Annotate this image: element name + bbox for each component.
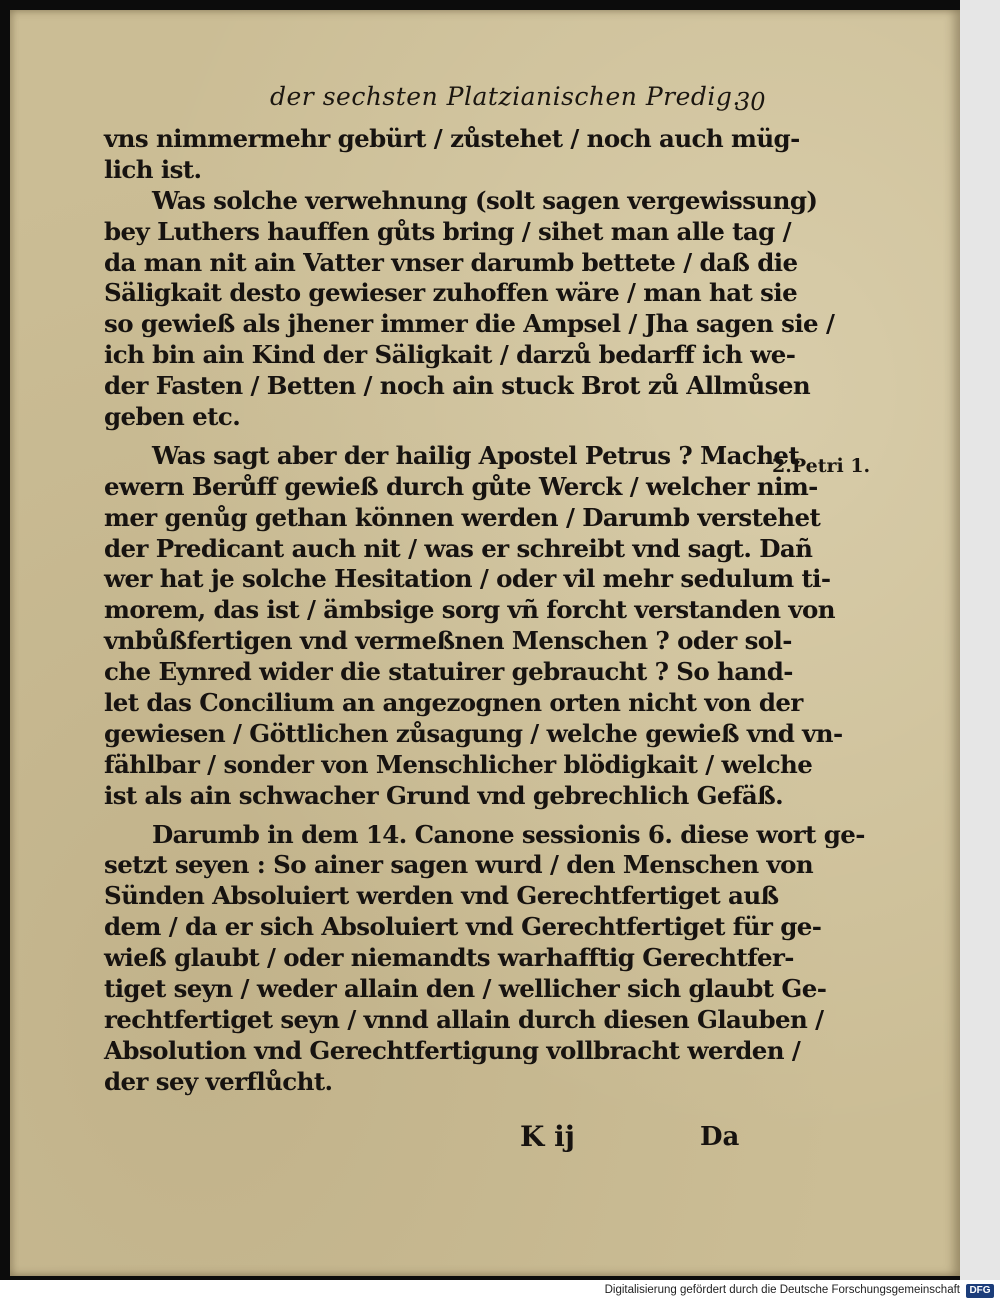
paragraph bbox=[104, 819, 865, 1098]
scan-margin-strip bbox=[960, 0, 1000, 1280]
text-line: mer genůg gethan können werden / Darumb verstehet bbox=[104, 502, 821, 532]
text-line: tiget seyn / weder allain den / wellicher sich glaubt Ge- bbox=[104, 974, 827, 1004]
text-line: wer hat je solche Hesitation / oder vil mehr sedulum ti- bbox=[104, 564, 831, 594]
text-line: der sey verflůcht. bbox=[104, 1066, 333, 1096]
paragraph bbox=[104, 185, 835, 433]
text-line: bey Luthers hauffen gůts bring / sihet man alle tag / bbox=[104, 216, 791, 246]
catchword: Da bbox=[700, 1122, 740, 1152]
page-number: 30 bbox=[735, 88, 766, 116]
text-line: vns nimmermehr gebürt / zůstehet / noch auch müg- bbox=[104, 124, 800, 153]
text-line: setzt seyen : So ainer sagen wurd / den Menschen von bbox=[104, 850, 814, 880]
text-line: lich ist. bbox=[104, 154, 202, 184]
text-line: Säligkait desto gewieser zuhoffen wäre / man hat sie bbox=[104, 278, 798, 308]
text-line: der Fasten / Betten / noch ain stuck Brot zů Allmůsen bbox=[104, 371, 811, 401]
text-line: morem, das ist / ämbsige sorg vñ forcht verstanden von bbox=[104, 595, 836, 625]
text-line: der Predicant auch nit / was er schreibt vnd sagt. Dañ bbox=[104, 533, 813, 563]
margin-note: 2.Petri 1. bbox=[772, 455, 871, 477]
text-line: wieß glaubt / oder niemandts warhafftig Gerechtfer- bbox=[104, 943, 794, 973]
text-line: ewern Berůff gewieß durch gůte Werck / welcher nim- bbox=[104, 471, 818, 501]
signature-mark: K ij bbox=[520, 1120, 575, 1153]
text-line: so gewieß als jhener immer die Ampsel / Jha sagen sie / bbox=[104, 309, 835, 339]
funding-credit: Digitalisierung gefördert durch die Deutsche Forschungsgemeinschaft bbox=[604, 1284, 960, 1296]
text-line: Darumb in dem 14. Canone sessionis 6. diese wort ge- bbox=[152, 819, 865, 849]
text-line: ich bin ain Kind der Säligkait / darzů bedarff ich we- bbox=[104, 340, 796, 370]
text-line: ist als ain schwacher Grund vnd gebrechlich Gefäß. bbox=[104, 780, 784, 810]
paragraph-gap bbox=[104, 433, 764, 441]
footer-bar bbox=[0, 1281, 1000, 1302]
text-line: fählbar / sonder von Menschlicher blödigkait / welche bbox=[104, 749, 813, 779]
text-line: Was solche verwehnung (solt sagen vergewissung) bbox=[152, 185, 818, 215]
text-line: Absolution vnd Gerechtfertigung vollbracht werden / bbox=[104, 1035, 801, 1065]
running-header: der sechsten Platzianischen Predig. bbox=[270, 82, 741, 111]
text-line: dem / da er sich Absoluiert vnd Gerechtfertiget für ge- bbox=[104, 912, 822, 942]
text-line: vnbůßfertigen vnd vermeßnen Menschen ? oder sol- bbox=[104, 626, 792, 656]
text-line: che Eynred wider die statuirer gebraucht ? So hand- bbox=[104, 657, 793, 687]
text-line: da man nit ain Vatter vnser darumb bettete / daß die bbox=[104, 247, 798, 277]
paragraph bbox=[104, 124, 800, 186]
paragraph-gap bbox=[104, 812, 764, 820]
text-line: let das Concilium an angezognen orten nicht von der bbox=[104, 688, 803, 718]
text-line: geben etc. bbox=[104, 402, 241, 432]
dfg-logo[interactable]: DFG bbox=[966, 1284, 994, 1298]
text-line: Sünden Absoluiert werden vnd Gerechtfertiget auß bbox=[104, 881, 779, 911]
text-line: Was sagt aber der hailig Apostel Petrus ? Machet bbox=[152, 440, 800, 470]
text-line: rechtfertiget seyn / vnnd allain durch diesen Glauben / bbox=[104, 1004, 824, 1034]
text-line: gewiesen / Göttlichen zůsagung / welche gewieß vnd vn- bbox=[104, 718, 843, 748]
